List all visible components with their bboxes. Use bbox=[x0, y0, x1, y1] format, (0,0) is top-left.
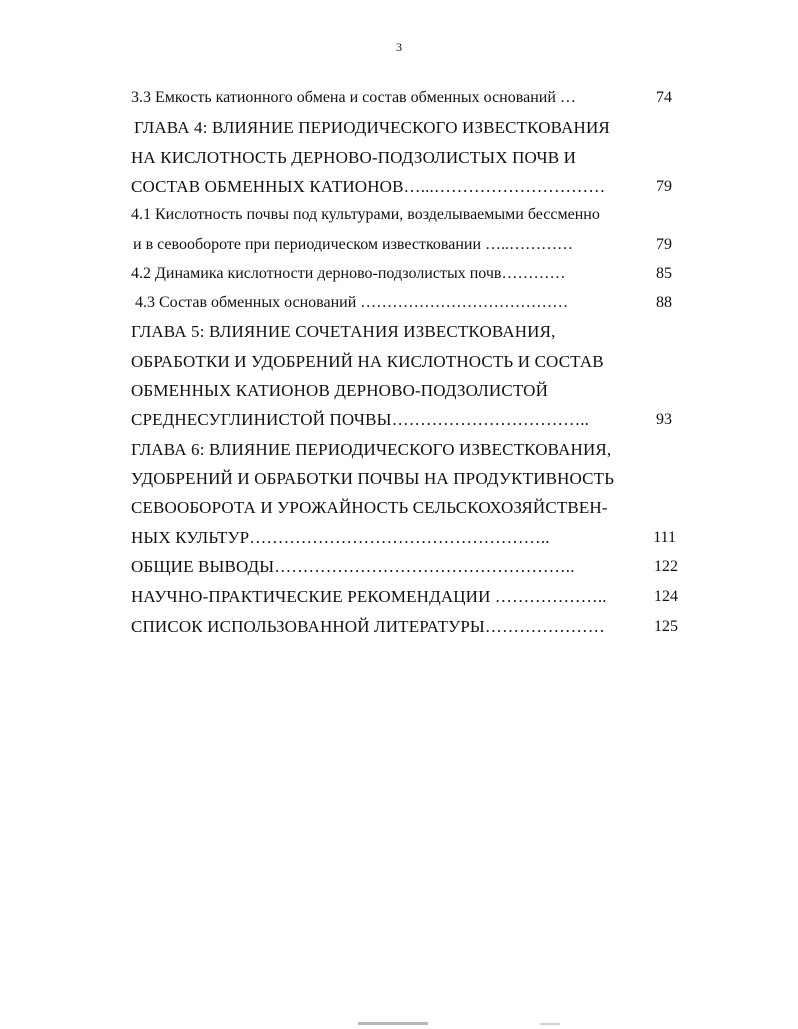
toc-page-number: 85 bbox=[656, 265, 672, 282]
chapter-heading: НА КИСЛОТНОСТЬ ДЕРНОВО-ПОДЗОЛИСТЫХ ПОЧВ И bbox=[131, 148, 577, 167]
chapter-heading: ОБМЕННЫХ КАТИОНОВ ДЕРНОВО-ПОДЗОЛИСТОЙ bbox=[131, 381, 548, 400]
page-number: 3 bbox=[396, 40, 402, 54]
toc-page-number: 124 bbox=[654, 588, 678, 605]
chapter-heading: СЕВООБОРОТА И УРОЖАЙНОСТЬ СЕЛЬСКОХОЗЯЙСТВЕН- bbox=[131, 498, 608, 517]
toc-entry-text: 3.3 Емкость катионного обмена и состав обменных оснований … bbox=[131, 89, 576, 106]
toc-page-number: 88 bbox=[656, 294, 672, 311]
chapter-heading: СРЕДНЕСУГЛИНИСТОЙ ПОЧВЫ…………………………….. bbox=[131, 410, 590, 429]
toc-page-number: 93 bbox=[656, 411, 672, 428]
chapter-heading: НЫХ КУЛЬТУР…………………………………………….. bbox=[131, 528, 550, 547]
chapter-heading: ГЛАВА 5: ВЛИЯНИЕ СОЧЕТАНИЯ ИЗВЕСТКОВАНИЯ, bbox=[131, 322, 556, 341]
toc-entry-text: 4.3 Состав обменных оснований ………………………………… bbox=[135, 294, 569, 311]
scan-artifact bbox=[540, 1023, 560, 1025]
toc-entry-text: 4.1 Кислотность почвы под культурами, возделываемыми бессменно bbox=[131, 206, 600, 223]
chapter-heading: ГЛАВА 6: ВЛИЯНИЕ ПЕРИОДИЧЕСКОГО ИЗВЕСТКОВАНИЯ, bbox=[131, 440, 612, 459]
chapter-heading: НАУЧНО-ПРАКТИЧЕСКИЕ РЕКОМЕНДАЦИИ ……………….. bbox=[131, 587, 607, 606]
scan-artifact bbox=[358, 1022, 428, 1025]
chapter-heading: ОБЩИЕ ВЫВОДЫ…………………………………………….. bbox=[131, 557, 575, 576]
toc-page-number: 74 bbox=[656, 89, 672, 106]
toc-page-number: 79 bbox=[656, 178, 672, 195]
toc-page-number: 111 bbox=[653, 529, 676, 546]
toc-page-number: 125 bbox=[654, 618, 678, 635]
chapter-heading: УДОБРЕНИЙ И ОБРАБОТКИ ПОЧВЫ НА ПРОДУКТИВНОСТЬ bbox=[131, 469, 615, 488]
toc-page-number: 122 bbox=[654, 558, 678, 575]
toc-page-number: 79 bbox=[656, 236, 672, 253]
chapter-heading: ГЛАВА 4: ВЛИЯНИЕ ПЕРИОДИЧЕСКОГО ИЗВЕСТКОВАНИЯ bbox=[134, 118, 610, 137]
toc-entry-text: 4.2 Динамика кислотности дерново-подзолистых почв………… bbox=[131, 265, 566, 282]
toc-entry-text: и в севообороте при периодическом известковании …..………… bbox=[133, 236, 574, 253]
chapter-heading: ОБРАБОТКИ И УДОБРЕНИЙ НА КИСЛОТНОСТЬ И СОСТАВ bbox=[131, 352, 604, 371]
chapter-heading: СОСТАВ ОБМЕННЫХ КАТИОНОВ…...………………………… bbox=[131, 177, 606, 196]
chapter-heading: СПИСОК ИСПОЛЬЗОВАННОЙ ЛИТЕРАТУРЫ………………… bbox=[131, 617, 605, 636]
